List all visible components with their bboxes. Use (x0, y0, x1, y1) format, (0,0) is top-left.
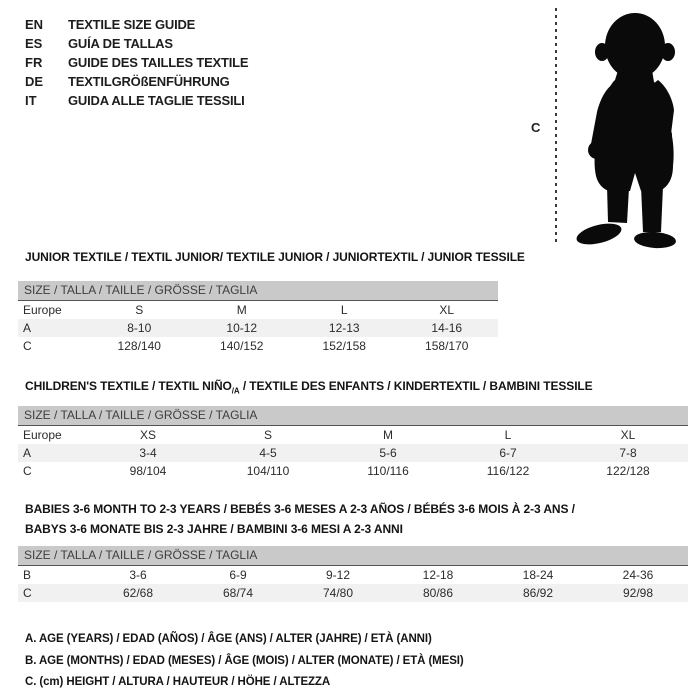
height-cell: 110/116 (367, 464, 409, 478)
language-code: IT (25, 93, 37, 108)
babies-size-header: SIZE / TALLA / TAILLE / GRÖSSE / TAGLIA (18, 546, 688, 566)
language-title-list (25, 15, 248, 110)
age-cell: 4-5 (259, 446, 277, 460)
months-cell: 18-24 (522, 568, 554, 582)
months-cell: 9-12 (325, 568, 351, 582)
footnote-a: A. AGE (YEARS) / EDAD (AÑOS) / ÂGE (ANS) / ALTER (JAHRE) / ETÀ (ANNI) (25, 633, 432, 645)
months-cell: 12-18 (422, 568, 454, 582)
babies-title-line2: BABYS 3-6 MONATE BIS 2-3 JAHRE / BAMBINI 3-6 MESI A 2-3 ANNI (25, 522, 403, 536)
guide-title-en: TEXTILE SIZE GUIDE (68, 17, 196, 32)
age-cell: 5-6 (379, 446, 397, 460)
height-cell: 116/122 (486, 464, 530, 478)
height-cell: 62/68 (122, 586, 154, 600)
language-code: ES (25, 36, 43, 51)
height-cell: 128/140 (117, 339, 161, 353)
table-row-height (18, 462, 688, 480)
height-cell: 92/98 (622, 586, 654, 600)
height-cell: 104/110 (246, 464, 290, 478)
row-label: A (23, 321, 32, 335)
size-cell: M (236, 303, 247, 317)
age-cell: 12-13 (328, 321, 360, 335)
age-cell: 8-10 (127, 321, 152, 335)
footnote-c: C. (cm) HEIGHT / ALTURA / HAUTEUR / HÖHE / ALTEZZA (25, 676, 331, 688)
height-cell: 140/152 (220, 339, 264, 353)
language-code: DE (25, 74, 44, 89)
age-cell: 3-4 (139, 446, 157, 460)
table-row-age (18, 444, 688, 462)
language-row-it (25, 91, 248, 110)
toddler-silhouette-icon (563, 8, 695, 250)
children-title-prefix: CHILDREN'S TEXTILE / TEXTIL NIÑO (25, 379, 232, 393)
babies-table (18, 546, 688, 602)
height-measure-dashed-line (555, 8, 557, 246)
size-cell: XS (139, 428, 156, 442)
size-cell: L (504, 428, 512, 442)
babies-table-title (25, 499, 575, 539)
size-cell: L (340, 303, 348, 317)
children-title-subscript: /A (231, 386, 240, 396)
children-size-table (18, 426, 688, 480)
children-table (18, 406, 688, 480)
size-cell: M (383, 428, 393, 442)
language-code: EN (25, 17, 44, 32)
guide-title-fr: GUIDE DES TAILLES TEXTILE (68, 55, 249, 70)
footnote-b: B. AGE (MONTHS) / EDAD (MESES) / ÂGE (MOIS) / ALTER (MONATE) / ETÀ (MESI) (25, 654, 464, 667)
table-row-europe (18, 426, 688, 444)
row-label: C (23, 586, 32, 600)
size-cell: XL (439, 303, 455, 317)
guide-title-es: GUÍA DE TALLAS (68, 36, 173, 51)
height-cell: 80/86 (422, 586, 454, 600)
children-size-header: SIZE / TALLA / TAILLE / GRÖSSE / TAGLIA (18, 406, 688, 426)
size-cell: S (135, 303, 144, 317)
junior-size-header: SIZE / TALLA / TAILLE / GRÖSSE / TAGLIA (18, 281, 498, 301)
table-row-height (18, 584, 688, 602)
language-row-en (25, 15, 248, 34)
language-code: FR (25, 55, 43, 70)
row-label: B (23, 568, 32, 582)
junior-size-table (18, 301, 498, 355)
footnote-legend (25, 629, 464, 694)
table-row-months (18, 566, 688, 584)
age-cell: 7-8 (619, 446, 637, 460)
junior-table-title: JUNIOR TEXTILE / TEXTIL JUNIOR/ TEXTILE JUNIOR / JUNIORTEXTIL / JUNIOR TESSILE (25, 250, 525, 264)
months-cell: 3-6 (129, 568, 147, 582)
height-cell: 122/128 (606, 464, 650, 478)
age-cell: 10-12 (226, 321, 258, 335)
height-cell: 86/92 (522, 586, 554, 600)
table-row-age (18, 319, 498, 337)
table-row-height (18, 337, 498, 355)
height-cell: 68/74 (222, 586, 254, 600)
language-row-fr (25, 53, 248, 72)
junior-table (18, 281, 498, 355)
row-label: Europe (23, 428, 62, 442)
size-cell: XL (620, 428, 636, 442)
language-row-es (25, 34, 248, 53)
language-row-de (25, 72, 248, 91)
row-label: C (23, 339, 32, 353)
babies-title-line1: BABIES 3-6 MONTH TO 2-3 YEARS / BEBÉS 3-6 MESES A 2-3 AÑOS / BÉBÉS 3-6 MOIS À 2-3 ANS / (25, 502, 575, 516)
height-measure-label: C (531, 120, 541, 135)
age-cell: 6-7 (499, 446, 517, 460)
table-row-europe (18, 301, 498, 319)
babies-size-table (18, 566, 688, 602)
row-label: Europe (23, 303, 62, 317)
row-label: A (23, 446, 32, 460)
height-cell: 152/158 (322, 339, 366, 353)
age-cell: 14-16 (431, 321, 463, 335)
size-cell: S (263, 428, 272, 442)
children-table-title (25, 379, 593, 395)
height-cell: 74/80 (322, 586, 354, 600)
children-title-suffix: / TEXTILE DES ENFANTS / KINDERTEXTIL / BAMBINI TESSILE (239, 379, 593, 393)
guide-title-it: GUIDA ALLE TAGLIE TESSILI (68, 93, 245, 108)
height-cell: 158/170 (425, 339, 469, 353)
months-cell: 24-36 (622, 568, 654, 582)
guide-title-de: TEXTILGRÖßENFÜHRUNG (68, 74, 230, 89)
height-cell: 98/104 (129, 464, 167, 478)
months-cell: 6-9 (229, 568, 247, 582)
row-label: C (23, 464, 32, 478)
